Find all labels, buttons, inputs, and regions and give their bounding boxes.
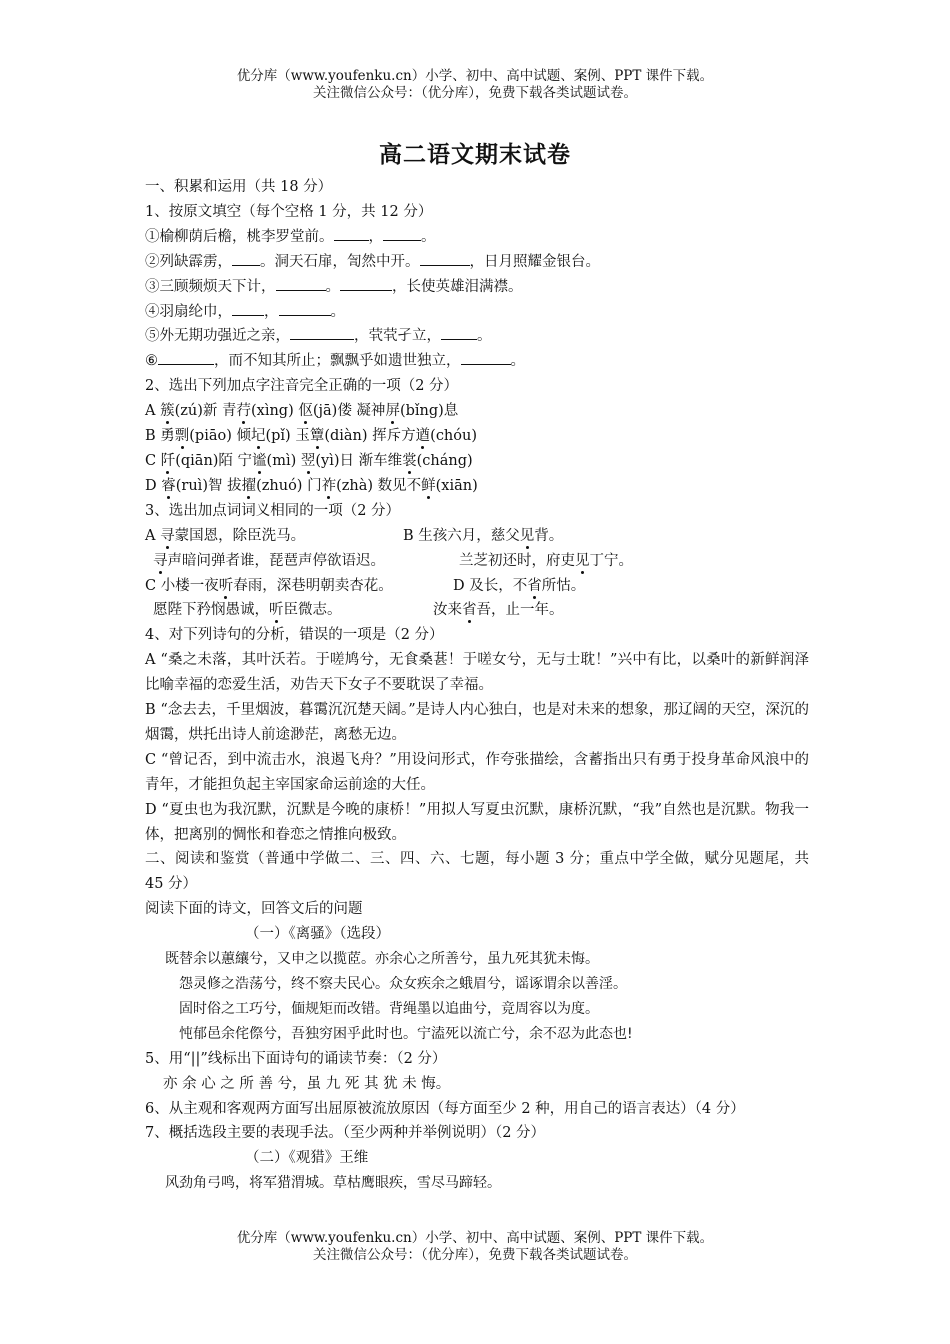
poem-line: 既替余以蕙纕兮，又申之以揽茝。亦余心之所善兮，虽九死其犹未悔。 — [165, 951, 599, 968]
header-line-1: 优分库（www.youfenku.cn）小学、初中、高中试题、案例、PPT 课件下载。 — [236, 68, 714, 84]
answer-blank[interactable] — [441, 326, 477, 340]
option-d[interactable]: D “夏虫也为我沉默，沉默是今晚的康桥！”用拟人写夏虫沉默，康桥沉默，“我”自然也是沉默。物我一体，把离别的惆怅和眷恋之情推向极致。 — [145, 801, 809, 843]
page-title: 高二语文期末试卷 — [379, 141, 571, 168]
dotted-char: 鲜 — [421, 477, 436, 494]
fill-blank-line-1: ①榆柳荫后檐，桃李罗堂前。 ， 。 — [145, 228, 436, 245]
answer-blank[interactable] — [158, 351, 214, 365]
dotted-char: 阡 — [160, 452, 176, 469]
header-line-2: 关注微信公众号：（优分库），免费下载各类试题试卷。 — [313, 85, 637, 101]
fill-blank-line-4: ④羽扇纶巾， ， 。 — [145, 303, 345, 320]
option-b[interactable]: B 勇剽(piāo) 倾圮(pǐ) 玉簟(diàn) 挥斥方遒(chóu) — [145, 428, 477, 445]
poem-line: 怨灵修之浩荡兮，终不察夫民心。众女疾余之蛾眉兮，谣诼谓余以善淫。 — [179, 976, 627, 992]
dotted-char: 寻 — [153, 552, 168, 569]
question-4-prompt: 4、对下列诗句的分析，错误的一项是（2 分） — [145, 627, 444, 644]
option-c[interactable]: C 阡(qiān)陌 宁谧(mì) 翌(yì)日 渐车维裳(cháng) — [145, 452, 473, 469]
option-d[interactable]: D 睿(ruì)智 拔擢(zhuó) 门祚(zhà) 数见不鲜(xiān) — [145, 477, 478, 494]
fill-blank-line-6: ⑥ ，而不知其所止；飘飘乎如遗世独立， 。 — [145, 353, 525, 370]
dotted-char: 见 — [519, 527, 535, 544]
answer-blank[interactable] — [276, 277, 326, 291]
option-b[interactable]: B “念去去，千里烟波，暮霭沉沉楚天阔。”是诗人内心独白，也是对未来的想象，那辽阔的天空，深沉的烟霭，烘托出诗人前途渺茫，离愁无边。 — [145, 702, 809, 743]
answer-blank[interactable] — [232, 302, 264, 316]
poem-line: 风劲角弓鸣，将军猎渭城。草枯鹰眼疾，雪尽马蹄轻。 — [165, 1175, 501, 1192]
dotted-char: 遒 — [415, 428, 431, 445]
option-b[interactable]: B 生孩六月，慈父见背。 — [403, 527, 564, 544]
answer-blank[interactable] — [383, 227, 421, 241]
section-1-heading: 一、积累和运用（共 18 分） — [145, 179, 333, 195]
section-2-heading: 二、阅读和鉴赏（普通中学做二、三、四、六、七题，每小题 3 分；重点中学全做，赋分见题尾，共 45 分） — [145, 851, 809, 893]
footer-line-1: 优分库（www.youfenku.cn）小学、初中、高中试题、案例、PPT 课件下载。 — [236, 1230, 714, 1246]
question-5-prompt: 5、用“||”线标出下面诗句的诵读节奏：（2 分） — [145, 1050, 447, 1067]
q3-row-2: 寻声暗问弹者谁，琵琶声停欲语迟。 兰芝初还时，府吏见丁宁。 — [153, 552, 633, 569]
poem-line: 固时俗之工巧兮，偭规矩而改错。背绳墨以追曲兮，竞周容以为度。 — [179, 1000, 599, 1017]
dotted-char: 寻 — [160, 527, 175, 544]
q3-row-4: 愿陛下矜悯愚诚，听臣微志。 汝来省吾，止一年。 — [153, 602, 564, 619]
question-2-prompt: 2、选出下列加点字注音完全正确的一项（2 分） — [145, 378, 459, 395]
page-header — [0, 68, 950, 102]
exam-body — [145, 175, 809, 1196]
option-a[interactable]: A 寻蒙国恩，除臣洗马。 — [145, 527, 306, 544]
dotted-char: 听 — [269, 602, 284, 619]
dotted-char: 簟 — [309, 428, 325, 445]
fill-blank-line-3: ③三顾频烦天下计， 。 ，长使英雄泪满襟。 — [145, 278, 523, 295]
dotted-char: 圮 — [250, 428, 266, 445]
option-d[interactable]: D 及长，不省所怙。 — [453, 577, 586, 594]
dotted-char: 伛 — [298, 403, 313, 420]
question-1-prompt: 1、按原文填空（每个空格 1 分，共 12 分） — [145, 203, 433, 220]
option-c[interactable]: C “曾记否，到中流击水，浪遏飞舟？”用设问形式，作夸张描绘，含蓄指出只有勇于投身革命风浪中的青年，才能担负起主宰国家命运前途的大任。 — [145, 751, 809, 793]
option-c[interactable]: C 小楼一夜听春雨，深巷明朝卖杏花。 — [145, 577, 393, 594]
fill-blank-line-2: ②列缺霹雳， 。洞天石扉，訇然中开。 ，日月照耀金银台。 — [145, 253, 600, 270]
q3-row-1 — [145, 524, 809, 549]
dotted-char: 听 — [218, 577, 234, 594]
page-footer — [0, 1230, 950, 1264]
dotted-char: 屏 — [385, 403, 400, 420]
question-6-prompt: 6、从主观和客观两方面写出屈原被流放原因（每方面至少 2 种，用自己的语言表达）（4 分） — [145, 1100, 745, 1117]
question-3-prompt: 3、选出加点词词义相同的一项（2 分） — [145, 502, 401, 519]
reading-instruction: 阅读下面的诗文，回答文后的问题 — [145, 901, 363, 918]
answer-blank[interactable] — [334, 227, 369, 241]
answer-blank[interactable] — [340, 277, 392, 291]
option-a[interactable]: A “桑之未落，其叶沃若。于嗟鸠兮，无食桑葚！于嗟女兮，无与士耽！”兴中有比，以桑叶的新鲜润泽比喻幸福的恋爱生活，劝告天下女子不要耽误了幸福。 — [145, 652, 809, 694]
dotted-char: 翌 — [300, 452, 316, 469]
question-5-text: 亦 余 心 之 所 善 兮，虽 九 死 其 犹 未 悔。 — [163, 1075, 451, 1092]
fill-blank-line-5: ⑤外无期功强近之亲， ，茕茕孑立， 。 — [145, 328, 492, 345]
dotted-char: 谧 — [252, 452, 267, 469]
answer-blank[interactable] — [290, 326, 354, 340]
q3-row-3 — [145, 574, 809, 599]
dotted-char: 省 — [462, 602, 477, 619]
dotted-char: 剽 — [174, 428, 190, 445]
dotted-char: 擢 — [241, 477, 257, 494]
dotted-char: 睿 — [161, 477, 176, 494]
poem-line: 忳郁邑余侘傺兮，吾独穷困乎此时也。宁溘死以流亡兮，余不忍为此态也! — [179, 1025, 633, 1042]
dotted-char: 祚 — [321, 477, 337, 494]
dotted-char: 省 — [527, 577, 542, 594]
answer-blank[interactable] — [420, 252, 470, 266]
answer-blank[interactable] — [232, 252, 260, 266]
passage-2-title: （二）《观猎》王维 — [245, 1150, 369, 1167]
footer-line-2: 关注微信公众号：（优分库），免费下载各类试题试卷。 — [313, 1247, 637, 1263]
passage-1-title: （一）《离骚》（选段） — [245, 926, 390, 943]
dotted-char: 簇 — [160, 403, 175, 420]
dotted-char: 裳 — [402, 452, 417, 469]
question-7-prompt: 7、概括选段主要的表现手法。（至少两种并举例说明）（2 分） — [145, 1125, 546, 1142]
answer-blank[interactable] — [461, 351, 511, 365]
dotted-char: 见 — [575, 552, 590, 569]
option-a[interactable]: A 簇(zú)新 青荇(xìng) 伛(jā)偻 凝神屏(bǐng)息 — [145, 403, 459, 420]
answer-blank[interactable] — [279, 302, 331, 316]
dotted-char: 荇 — [236, 403, 251, 420]
